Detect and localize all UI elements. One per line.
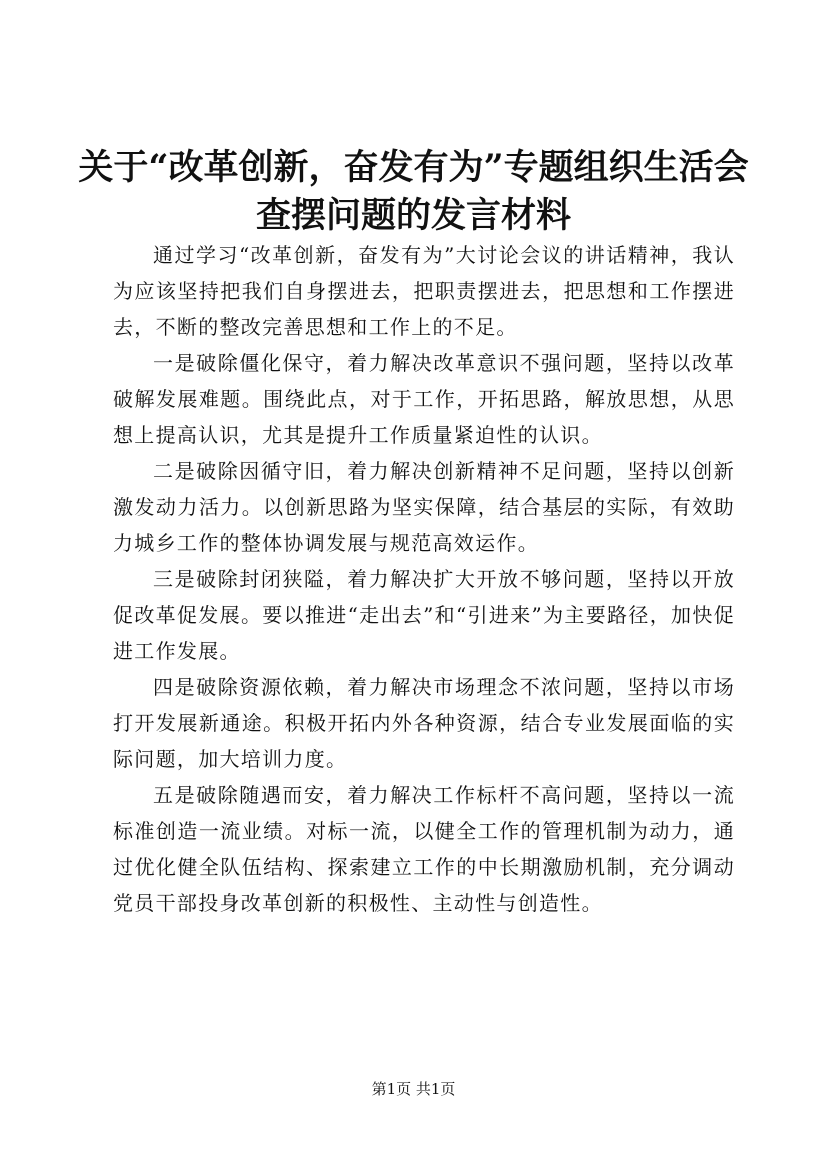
paragraph-point-4: 四是破除资源依赖，着力解决市场理念不浓问题，坚持以市场打开发展新通途。积极开拓内外各种资源，结合专业发展面临的实际问题，加大培训力度。 [113,675,735,771]
paragraph-point-2: 二是破除因循守旧，着力解决创新精神不足问题，坚持以创新激发动力活力。以创新思路为坚实保障，结合基层的实际，有效助力城乡工作的整体协调发展与规范高效运作。 [113,459,735,555]
paragraph-point-3: 三是破除封闭狭隘，着力解决扩大开放不够问题，坚持以开放促改革促发展。要以推进“走出去”和“引进来”为主要路径，加快促进工作发展。 [113,567,735,663]
document-title-line-2: 查摆问题的发言材料 [255,195,571,236]
paragraph-intro: 通过学习“改革创新，奋发有为”大讨论会议的讲话精神，我认为应该坚持把我们自身摆进去，把职责摆进去，把思想和工作摆进去，不断的整改完善思想和工作上的不足。 [113,243,735,339]
page-number-footer: 第1页 共1页 [371,1080,456,1098]
document-title-line-1: 关于“改革创新，奋发有为”专题组织生活会 [78,147,749,188]
document-body [113,237,735,921]
paragraph-point-5: 五是破除随遇而安，着力解决工作标杆不高问题，坚持以一流标准创造一流业绩。对标一流，以健全工作的管理机制为动力，通过优化健全队伍结构、探索建立工作的中长期激励机制，充分调动党员干部投身改革创新的积极性、主动性与创造性。 [113,783,735,915]
paragraph-point-1: 一是破除僵化保守，着力解决改革意识不强问题，坚持以改革破解发展难题。围绕此点，对于工作，开拓思路，解放思想，从思想上提高认识，尤其是提升工作质量紧迫性的认识。 [113,351,735,447]
